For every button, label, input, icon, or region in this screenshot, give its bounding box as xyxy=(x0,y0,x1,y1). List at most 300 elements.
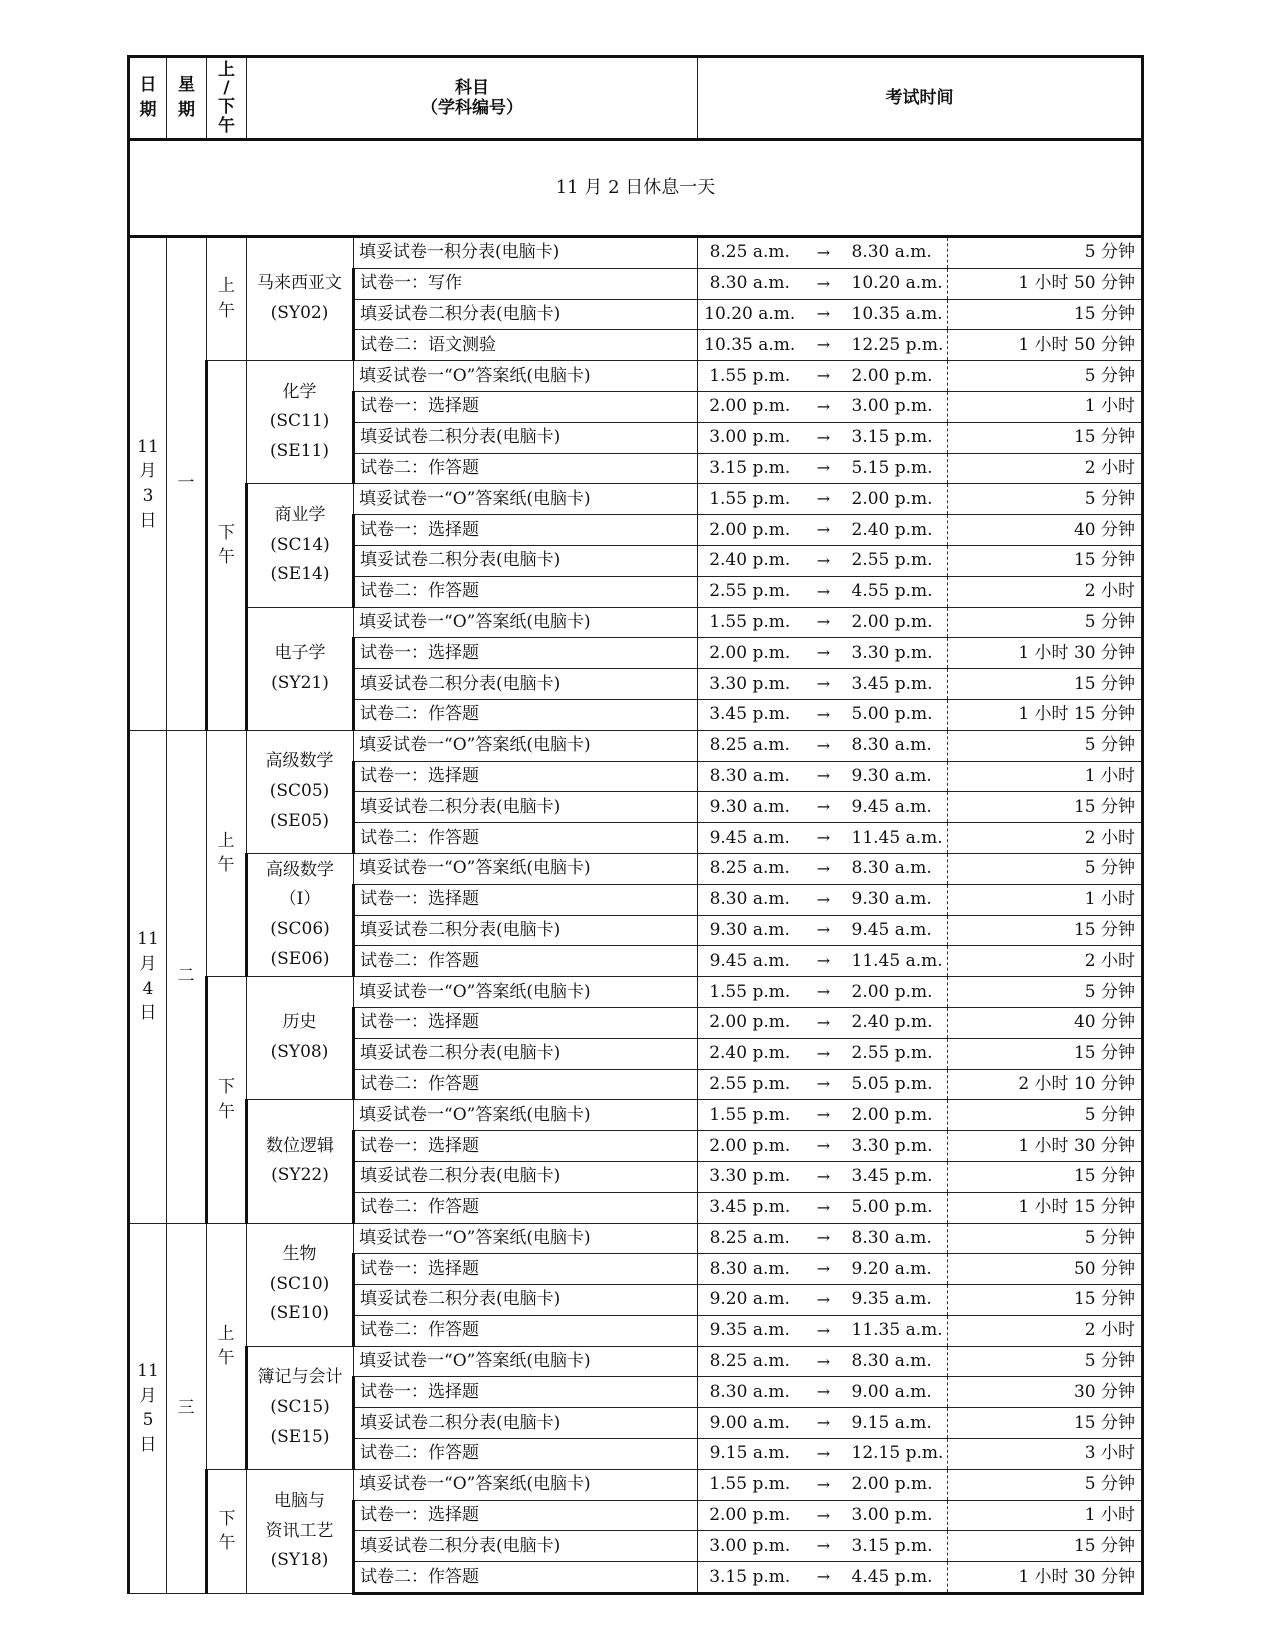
exam-task: 填妥试卷一“O”答案纸(电脑卡) xyxy=(354,607,698,638)
duration: 5 分钟 xyxy=(948,237,1143,269)
duration: 2 小时 xyxy=(948,576,1143,607)
exam-task: 填妥试卷一“O”答案纸(电脑卡) xyxy=(354,1346,698,1377)
duration: 5 分钟 xyxy=(948,1346,1143,1377)
date-cell-text: 11 xyxy=(137,1361,159,1381)
duration: 1 小时 15 分钟 xyxy=(948,699,1143,730)
header-weekday-char: 期 xyxy=(178,100,195,120)
end-time: 9.00 a.m. xyxy=(846,1377,948,1408)
period-cell xyxy=(207,361,247,731)
start-time: 9.45 a.m. xyxy=(698,946,802,977)
period-cell-text: 午 xyxy=(218,1533,236,1554)
exam-task: 试卷二：作答题 xyxy=(354,453,698,484)
subject-cell-text: 资讯工艺 xyxy=(265,1520,334,1541)
header-ampm-char: 午 xyxy=(218,115,235,136)
subject-cell xyxy=(247,1100,354,1223)
duration: 1 小时 xyxy=(948,391,1143,422)
end-time: 12.15 p.m. xyxy=(846,1439,948,1470)
end-time: 3.45 p.m. xyxy=(846,669,948,700)
subject-cell-text: (SE10) xyxy=(270,1303,329,1324)
duration: 2 小时 10 分钟 xyxy=(948,1069,1143,1100)
duration: 1 小时 xyxy=(948,761,1143,792)
end-time: 10.20 a.m. xyxy=(846,268,948,299)
subject-cell-text: (SE06) xyxy=(270,948,330,969)
end-time: 4.45 p.m. xyxy=(846,1562,948,1594)
exam-task: 试卷二：作答题 xyxy=(354,576,698,607)
start-time: 1.55 p.m. xyxy=(698,1100,802,1131)
end-time: 5.15 p.m. xyxy=(846,453,948,484)
end-time: 8.30 a.m. xyxy=(846,1223,948,1254)
arrow-icon: → xyxy=(802,853,846,884)
subject-cell-text: (SC10) xyxy=(269,1273,330,1294)
duration: 1 小时 30 分钟 xyxy=(948,638,1143,669)
exam-task: 填妥试卷一“O”答案纸(电脑卡) xyxy=(354,361,698,392)
subject-cell xyxy=(247,730,354,853)
exam-task: 试卷一：选择题 xyxy=(354,515,698,546)
header-ampm xyxy=(207,57,247,140)
rest-day-note: 11 月 2 日休息一天 xyxy=(129,140,1143,237)
duration: 3 小时 xyxy=(948,1439,1143,1470)
subject-cell-text: (SY18) xyxy=(270,1550,329,1571)
subject-cell-text: 马来西亚文 xyxy=(257,273,342,294)
arrow-icon: → xyxy=(802,576,846,607)
start-time: 8.30 a.m. xyxy=(698,761,802,792)
table-row xyxy=(129,1346,1143,1377)
exam-task: 试卷一：选择题 xyxy=(354,391,698,422)
start-time: 8.25 a.m. xyxy=(698,1223,802,1254)
period-cell-text: 下 xyxy=(218,522,235,543)
period-cell-text: 午 xyxy=(217,855,235,876)
end-time: 2.55 p.m. xyxy=(846,1038,948,1069)
subject-cell xyxy=(247,853,354,976)
start-time: 9.00 a.m. xyxy=(698,1408,802,1439)
end-time: 2.40 p.m. xyxy=(846,515,948,546)
exam-task: 填妥试卷一积分表(电脑卡) xyxy=(354,237,698,269)
subject-cell-text: 数位逻辑 xyxy=(266,1135,334,1156)
table-row xyxy=(129,1100,1143,1131)
end-time: 11.35 a.m. xyxy=(846,1315,948,1346)
duration: 15 分钟 xyxy=(948,792,1143,823)
subject-cell xyxy=(247,484,354,607)
date-cell-text: 11 xyxy=(137,929,159,950)
exam-task: 试卷一：选择题 xyxy=(354,761,698,792)
end-time: 3.00 p.m. xyxy=(846,1500,948,1531)
start-time: 8.25 a.m. xyxy=(698,1346,802,1377)
period-cell xyxy=(207,1223,247,1469)
end-time: 8.30 a.m. xyxy=(846,853,948,884)
header-weekday xyxy=(167,57,207,140)
exam-task: 填妥试卷一“O”答案纸(电脑卡) xyxy=(354,1223,698,1254)
arrow-icon: → xyxy=(802,422,846,453)
period-cell-text: 下 xyxy=(218,1077,235,1098)
arrow-icon: → xyxy=(802,484,846,515)
duration: 1 小时 30 分钟 xyxy=(948,1562,1143,1594)
start-time: 2.00 p.m. xyxy=(698,391,802,422)
exam-task: 填妥试卷二积分表(电脑卡) xyxy=(354,1408,698,1439)
duration: 5 分钟 xyxy=(948,1100,1143,1131)
start-time: 10.20 a.m. xyxy=(698,299,802,330)
end-time: 8.30 a.m. xyxy=(846,1346,948,1377)
duration: 2 小时 xyxy=(948,823,1143,854)
arrow-icon: → xyxy=(802,1469,846,1500)
start-time: 2.00 p.m. xyxy=(698,638,802,669)
duration: 5 分钟 xyxy=(948,607,1143,638)
end-time: 4.55 p.m. xyxy=(846,576,948,607)
arrow-icon: → xyxy=(802,545,846,576)
start-time: 3.15 p.m. xyxy=(698,453,802,484)
end-time: 5.00 p.m. xyxy=(846,1192,948,1223)
arrow-icon: → xyxy=(802,1346,846,1377)
date-cell-text: 日 xyxy=(139,1434,157,1455)
start-time: 8.30 a.m. xyxy=(698,268,802,299)
arrow-icon: → xyxy=(802,1254,846,1285)
subject-cell-text: (SC06) xyxy=(270,919,330,940)
subject-cell xyxy=(247,1469,354,1593)
end-time: 11.45 a.m. xyxy=(846,946,948,977)
arrow-icon: → xyxy=(802,1223,846,1254)
subject-cell xyxy=(247,361,354,484)
date-cell xyxy=(129,237,167,731)
exam-task: 试卷一：选择题 xyxy=(354,1007,698,1038)
exam-task: 试卷二：作答题 xyxy=(354,1562,698,1594)
end-time: 12.25 p.m. xyxy=(846,330,948,361)
header-exam-time: 考试时间 xyxy=(698,57,1143,140)
arrow-icon: → xyxy=(802,1439,846,1470)
period-cell-text: 午 xyxy=(217,1348,235,1369)
end-time: 3.00 p.m. xyxy=(846,391,948,422)
arrow-icon: → xyxy=(802,669,846,700)
subject-cell-text: 历史 xyxy=(282,1012,317,1033)
subject-cell xyxy=(247,607,354,730)
exam-task: 填妥试卷二积分表(电脑卡) xyxy=(354,299,698,330)
start-time: 8.25 a.m. xyxy=(698,730,802,761)
arrow-icon: → xyxy=(802,884,846,915)
date-cell-text: 5 xyxy=(142,1410,154,1431)
end-time: 2.00 p.m. xyxy=(846,977,948,1008)
exam-task: 填妥试卷一“O”答案纸(电脑卡) xyxy=(354,1469,698,1500)
date-cell-text: 3 xyxy=(142,485,154,506)
arrow-icon: → xyxy=(802,1038,846,1069)
duration: 15 分钟 xyxy=(948,545,1143,576)
duration: 15 分钟 xyxy=(948,1038,1143,1069)
date-cell xyxy=(129,1223,167,1594)
subject-cell-text: 生物 xyxy=(282,1243,317,1264)
weekday-cell: 二 xyxy=(167,730,207,1223)
header-date xyxy=(129,57,167,140)
start-time: 1.55 p.m. xyxy=(698,484,802,515)
end-time: 10.35 a.m. xyxy=(846,299,948,330)
end-time: 3.15 p.m. xyxy=(846,1531,948,1562)
end-time: 2.00 p.m. xyxy=(846,361,948,392)
table-row xyxy=(129,237,1143,269)
start-time: 8.30 a.m. xyxy=(698,1254,802,1285)
start-time: 9.35 a.m. xyxy=(698,1315,802,1346)
end-time: 2.00 p.m. xyxy=(846,607,948,638)
arrow-icon: → xyxy=(802,453,846,484)
weekday-cell: 三 xyxy=(167,1223,207,1594)
exam-task: 填妥试卷一“O”答案纸(电脑卡) xyxy=(354,1100,698,1131)
subject-cell-text: (SY21) xyxy=(271,672,329,693)
duration: 5 分钟 xyxy=(948,1223,1143,1254)
header-subject-sub: （学科编号） xyxy=(421,98,523,118)
start-time: 3.00 p.m. xyxy=(698,1531,802,1562)
weekday-cell: 一 xyxy=(167,237,207,731)
duration: 5 分钟 xyxy=(948,1469,1143,1500)
table-row xyxy=(129,730,1143,761)
arrow-icon: → xyxy=(802,1192,846,1223)
rest-day-row xyxy=(129,140,1143,237)
exam-task: 试卷二：语文测验 xyxy=(354,330,698,361)
duration: 15 分钟 xyxy=(948,1408,1143,1439)
exam-task: 填妥试卷二积分表(电脑卡) xyxy=(354,669,698,700)
period-cell-text: 上 xyxy=(217,830,235,851)
end-time: 9.35 a.m. xyxy=(846,1285,948,1316)
duration: 30 分钟 xyxy=(948,1377,1143,1408)
duration: 40 分钟 xyxy=(948,1007,1143,1038)
date-cell-text: 11 xyxy=(137,436,159,457)
subject-cell xyxy=(247,1223,354,1346)
start-time: 1.55 p.m. xyxy=(698,1469,802,1500)
end-time: 3.30 p.m. xyxy=(846,638,948,669)
arrow-icon: → xyxy=(802,1069,846,1100)
subject-cell-text: (SC14) xyxy=(270,534,330,555)
table-row xyxy=(129,484,1143,515)
duration: 5 分钟 xyxy=(948,853,1143,884)
arrow-icon: → xyxy=(802,1131,846,1162)
duration: 15 分钟 xyxy=(948,422,1143,453)
header-ampm-char: 下 xyxy=(218,97,235,117)
arrow-icon: → xyxy=(802,1531,846,1562)
subject-cell-text: 化学 xyxy=(282,381,317,402)
end-time: 2.00 p.m. xyxy=(846,484,948,515)
end-time: 5.00 p.m. xyxy=(846,699,948,730)
start-time: 10.35 a.m. xyxy=(698,330,802,361)
arrow-icon: → xyxy=(802,1377,846,1408)
start-time: 9.45 a.m. xyxy=(698,823,802,854)
table-row xyxy=(129,853,1143,884)
end-time: 3.30 p.m. xyxy=(846,1131,948,1162)
arrow-icon: → xyxy=(802,699,846,730)
start-time: 1.55 p.m. xyxy=(698,607,802,638)
subject-cell-text: (SY08) xyxy=(270,1042,329,1063)
period-cell xyxy=(207,977,247,1223)
table-header-row xyxy=(129,57,1143,140)
table-row xyxy=(129,607,1143,638)
period-cell-text: 上 xyxy=(218,276,235,297)
start-time: 2.55 p.m. xyxy=(698,576,802,607)
arrow-icon: → xyxy=(802,237,846,269)
arrow-icon: → xyxy=(802,638,846,669)
duration: 15 分钟 xyxy=(948,1285,1143,1316)
date-cell-text: 月 xyxy=(139,461,157,482)
exam-task: 试卷一：选择题 xyxy=(354,1254,698,1285)
start-time: 3.45 p.m. xyxy=(698,1192,802,1223)
duration: 5 分钟 xyxy=(948,977,1143,1008)
start-time: 2.40 p.m. xyxy=(698,1038,802,1069)
duration: 15 分钟 xyxy=(948,1531,1143,1562)
start-time: 8.30 a.m. xyxy=(698,884,802,915)
duration: 1 小时 xyxy=(948,1500,1143,1531)
start-time: 3.30 p.m. xyxy=(698,1161,802,1192)
arrow-icon: → xyxy=(802,1408,846,1439)
end-time: 5.05 p.m. xyxy=(846,1069,948,1100)
arrow-icon: → xyxy=(802,792,846,823)
end-time: 9.30 a.m. xyxy=(846,884,948,915)
period-cell xyxy=(207,1469,247,1593)
duration: 1 小时 15 分钟 xyxy=(948,1192,1143,1223)
header-ampm-char: 上 xyxy=(218,59,235,80)
exam-task: 试卷一：选择题 xyxy=(354,1377,698,1408)
end-time: 2.55 p.m. xyxy=(846,545,948,576)
arrow-icon: → xyxy=(802,730,846,761)
arrow-icon: → xyxy=(802,761,846,792)
end-time: 9.15 a.m. xyxy=(846,1408,948,1439)
exam-task: 试卷一：选择题 xyxy=(354,638,698,669)
exam-task: 试卷一：选择题 xyxy=(354,884,698,915)
duration: 5 分钟 xyxy=(948,361,1143,392)
period-cell-text: 下 xyxy=(218,1508,236,1529)
header-subject xyxy=(247,57,698,140)
subject-cell xyxy=(247,1346,354,1469)
duration: 5 分钟 xyxy=(948,730,1143,761)
subject-cell xyxy=(247,237,354,361)
duration: 1 小时 50 分钟 xyxy=(948,268,1143,299)
subject-cell-text: (SE14) xyxy=(270,564,330,585)
subject-cell-text: 商业学 xyxy=(274,504,326,525)
exam-task: 填妥试卷二积分表(电脑卡) xyxy=(354,422,698,453)
start-time: 2.00 p.m. xyxy=(698,515,802,546)
period-cell xyxy=(207,730,247,976)
arrow-icon: → xyxy=(802,1161,846,1192)
arrow-icon: → xyxy=(802,1500,846,1531)
period-cell-text: 午 xyxy=(218,1101,235,1122)
table-row xyxy=(129,977,1143,1008)
start-time: 8.25 a.m. xyxy=(698,853,802,884)
exam-task: 填妥试卷一“O”答案纸(电脑卡) xyxy=(354,484,698,515)
arrow-icon: → xyxy=(802,361,846,392)
end-time: 2.40 p.m. xyxy=(846,1007,948,1038)
duration: 40 分钟 xyxy=(948,515,1143,546)
duration: 2 小时 xyxy=(948,453,1143,484)
arrow-icon: → xyxy=(802,268,846,299)
header-weekday-char: 星 xyxy=(178,75,195,96)
subject-cell-text: (SC11) xyxy=(269,411,330,432)
end-time: 9.20 a.m. xyxy=(846,1254,948,1285)
exam-task: 填妥试卷二积分表(电脑卡) xyxy=(354,792,698,823)
exam-task: 填妥试卷二积分表(电脑卡) xyxy=(354,1285,698,1316)
header-subject-title: 科目 xyxy=(455,77,489,98)
subject-cell-text: 电脑与 xyxy=(274,1490,325,1511)
end-time: 8.30 a.m. xyxy=(846,237,948,269)
arrow-icon: → xyxy=(802,515,846,546)
arrow-icon: → xyxy=(802,607,846,638)
subject-cell-text: (SC15) xyxy=(270,1396,330,1417)
start-time: 8.25 a.m. xyxy=(698,237,802,269)
start-time: 8.30 a.m. xyxy=(698,1377,802,1408)
exam-task: 试卷二：作答题 xyxy=(354,823,698,854)
arrow-icon: → xyxy=(802,391,846,422)
subject-cell-text: (SC05) xyxy=(269,780,330,801)
start-time: 9.30 a.m. xyxy=(698,915,802,946)
duration: 1 小时 30 分钟 xyxy=(948,1131,1143,1162)
subject-cell-text: 电子学 xyxy=(274,642,326,663)
header-date-char: 日 xyxy=(139,75,157,96)
subject-cell-text: 高级数学 xyxy=(266,859,334,880)
start-time: 2.40 p.m. xyxy=(698,545,802,576)
subject-cell-text: （Ⅰ） xyxy=(279,889,321,910)
table-row xyxy=(129,1469,1143,1500)
subject-cell-text: (SE11) xyxy=(270,441,329,462)
end-time: 11.45 a.m. xyxy=(846,823,948,854)
table-row xyxy=(129,1223,1143,1254)
arrow-icon: → xyxy=(802,1315,846,1346)
arrow-icon: → xyxy=(802,946,846,977)
end-time: 9.45 a.m. xyxy=(846,915,948,946)
exam-schedule-table xyxy=(127,55,1144,1595)
exam-task: 填妥试卷二积分表(电脑卡) xyxy=(354,915,698,946)
date-cell-text: 月 xyxy=(139,1385,157,1406)
end-time: 2.00 p.m. xyxy=(846,1469,948,1500)
exam-task: 填妥试卷一“O”答案纸(电脑卡) xyxy=(354,730,698,761)
arrow-icon: → xyxy=(802,823,846,854)
start-time: 3.15 p.m. xyxy=(698,1562,802,1594)
start-time: 1.55 p.m. xyxy=(698,977,802,1008)
exam-task: 填妥试卷二积分表(电脑卡) xyxy=(354,1161,698,1192)
end-time: 3.15 p.m. xyxy=(846,422,948,453)
period-cell xyxy=(207,237,247,361)
period-cell-text: 午 xyxy=(218,301,235,322)
exam-task: 试卷一：选择题 xyxy=(354,1500,698,1531)
start-time: 2.00 p.m. xyxy=(698,1500,802,1531)
date-cell xyxy=(129,730,167,1223)
end-time: 2.00 p.m. xyxy=(846,1100,948,1131)
exam-task: 填妥试卷二积分表(电脑卡) xyxy=(354,1531,698,1562)
start-time: 1.55 p.m. xyxy=(698,361,802,392)
exam-task: 试卷一：选择题 xyxy=(354,1131,698,1162)
arrow-icon: → xyxy=(802,1100,846,1131)
arrow-icon: → xyxy=(802,299,846,330)
date-cell-text: 日 xyxy=(139,510,157,531)
date-cell-text: 4 xyxy=(142,978,154,999)
exam-task: 填妥试卷二积分表(电脑卡) xyxy=(354,1038,698,1069)
arrow-icon: → xyxy=(802,977,846,1008)
subject-cell xyxy=(247,977,354,1100)
table-row xyxy=(129,361,1143,392)
duration: 1 小时 xyxy=(948,884,1143,915)
arrow-icon: → xyxy=(802,1007,846,1038)
exam-task: 填妥试卷二积分表(电脑卡) xyxy=(354,545,698,576)
duration: 15 分钟 xyxy=(948,915,1143,946)
date-cell-text: 月 xyxy=(139,953,157,974)
arrow-icon: → xyxy=(802,330,846,361)
subject-cell-text: (SE05) xyxy=(270,810,329,831)
period-cell-text: 上 xyxy=(217,1323,235,1344)
date-cell-text: 日 xyxy=(139,1003,157,1024)
start-time: 3.45 p.m. xyxy=(698,699,802,730)
subject-cell-text: 高级数学 xyxy=(265,751,334,772)
end-time: 8.30 a.m. xyxy=(846,730,948,761)
exam-task: 填妥试卷一“O”答案纸(电脑卡) xyxy=(354,977,698,1008)
exam-task: 试卷二：作答题 xyxy=(354,1315,698,1346)
period-cell-text: 午 xyxy=(218,547,235,568)
start-time: 3.30 p.m. xyxy=(698,669,802,700)
subject-cell-text: (SE15) xyxy=(270,1426,330,1447)
start-time: 2.00 p.m. xyxy=(698,1007,802,1038)
subject-cell-text: (SY22) xyxy=(271,1165,329,1186)
exam-task: 试卷二：作答题 xyxy=(354,946,698,977)
header-date-char: 期 xyxy=(139,100,157,120)
subject-cell-text: 簿记与会计 xyxy=(257,1367,343,1388)
start-time: 3.00 p.m. xyxy=(698,422,802,453)
